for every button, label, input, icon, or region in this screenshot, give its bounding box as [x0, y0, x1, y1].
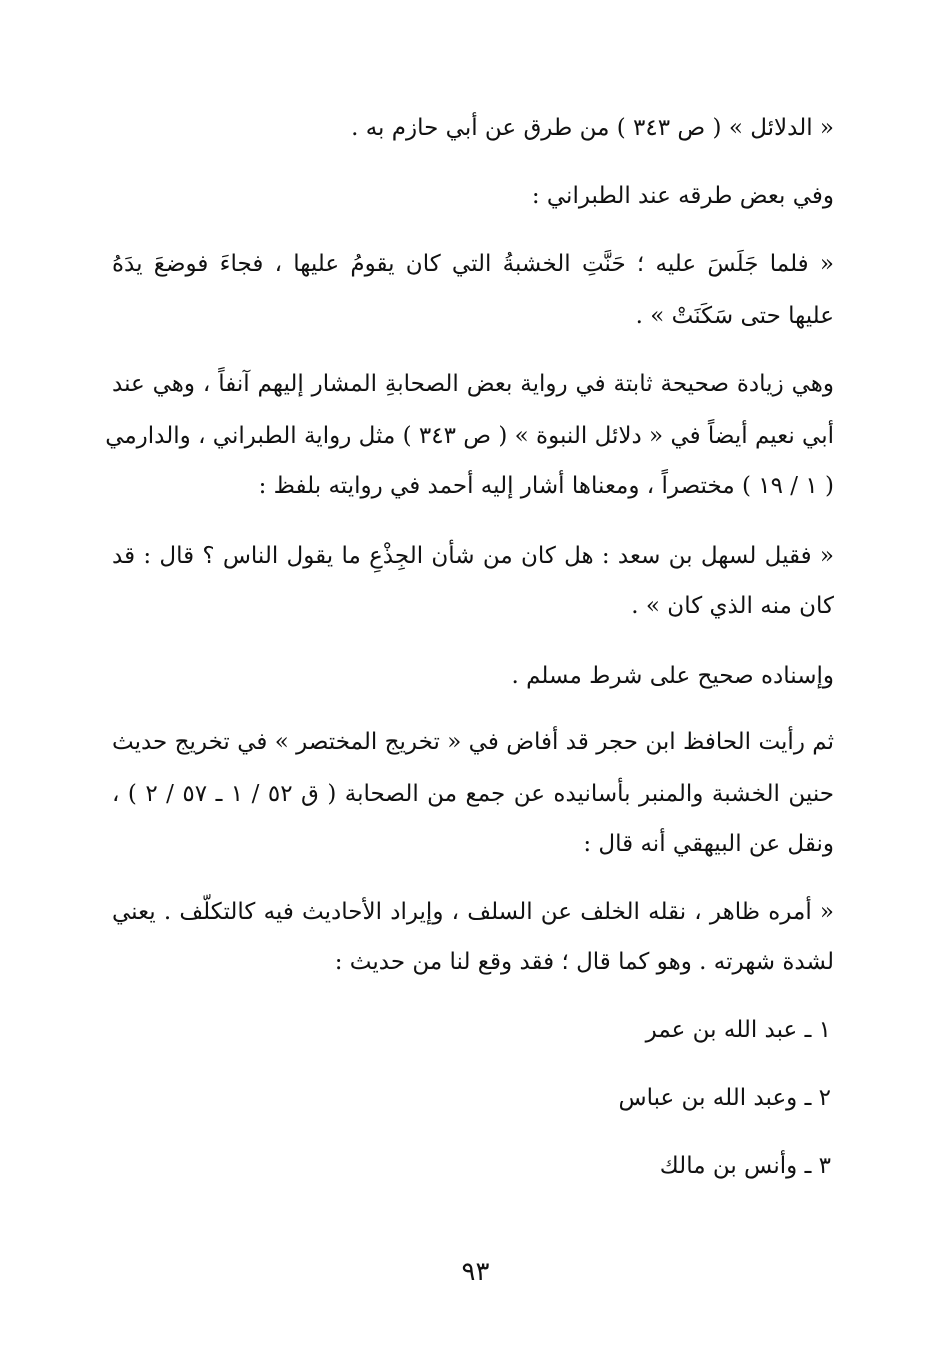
- quote-line: عليها حتى سَكَنَتْ » .: [635, 303, 834, 329]
- page-number: ٩٣: [461, 1257, 490, 1287]
- text-line: ونقل عن البيهقي أنه قال :: [583, 831, 834, 857]
- list-item: ٢ ـ وعبد الله بن عباس: [618, 1085, 831, 1111]
- text-line: وفي بعض طرقه عند الطبراني :: [531, 183, 834, 209]
- text-line: وإسناده صحيح على شرط مسلم .: [511, 663, 834, 689]
- quote-line: « أمره ظاهر ، نقله الخلف عن السلف ، وإيراد الأحاديث فيه كالتكلّف . يعني: [112, 899, 834, 925]
- text-line: ثم رأيت الحافظ ابن حجر قد أفاض في « تخريج المختصر » في تخريج حديث: [112, 729, 834, 755]
- text-line: أبي نعيم أيضاً في « دلائل النبوة » ( ص ٣٤٣ ) مثل رواية الطبراني ، والدارمي: [105, 423, 834, 449]
- quote-line: « فقيل لسهل بن سعد : هل كان من شأن الجِذْعِ ما يقول الناس ؟ قال : قد: [112, 543, 834, 569]
- list-item: ٣ ـ وأنس بن مالك: [659, 1153, 831, 1179]
- quote-line: كان منه الذي كان » .: [631, 593, 834, 619]
- text-line: وهي زيادة صحيحة ثابتة في رواية بعض الصحابةِ المشار إليهم آنفاً ، وهي عند: [112, 371, 834, 397]
- text-line: حنين الخشبة والمنبر بأسانيده عن جمع من الصحابة ( ق ٥٢ / ١ ـ ٥٧ / ٢ ) ،: [112, 781, 834, 807]
- quote-line: لشدة شهرته . وهو كما قال ؛ فقد وقع لنا من حديث :: [334, 949, 834, 975]
- text-line: « الدلائل » ( ص ٣٤٣ ) من طرق عن أبي حازم به .: [351, 115, 834, 141]
- list-item: ١ ـ عبد الله بن عمر: [645, 1017, 831, 1043]
- text-line: ( ١ / ١٩ ) مختصراً ، ومعناها أشار إليه أحمد في روايته بلفظ :: [258, 473, 834, 499]
- quote-line: « فلما جَلَسَ عليه ؛ حَنَّتِ الخشبةُ التي كان يقومُ عليها ، فجاءَ فوضعَ يدَهُ: [112, 251, 834, 277]
